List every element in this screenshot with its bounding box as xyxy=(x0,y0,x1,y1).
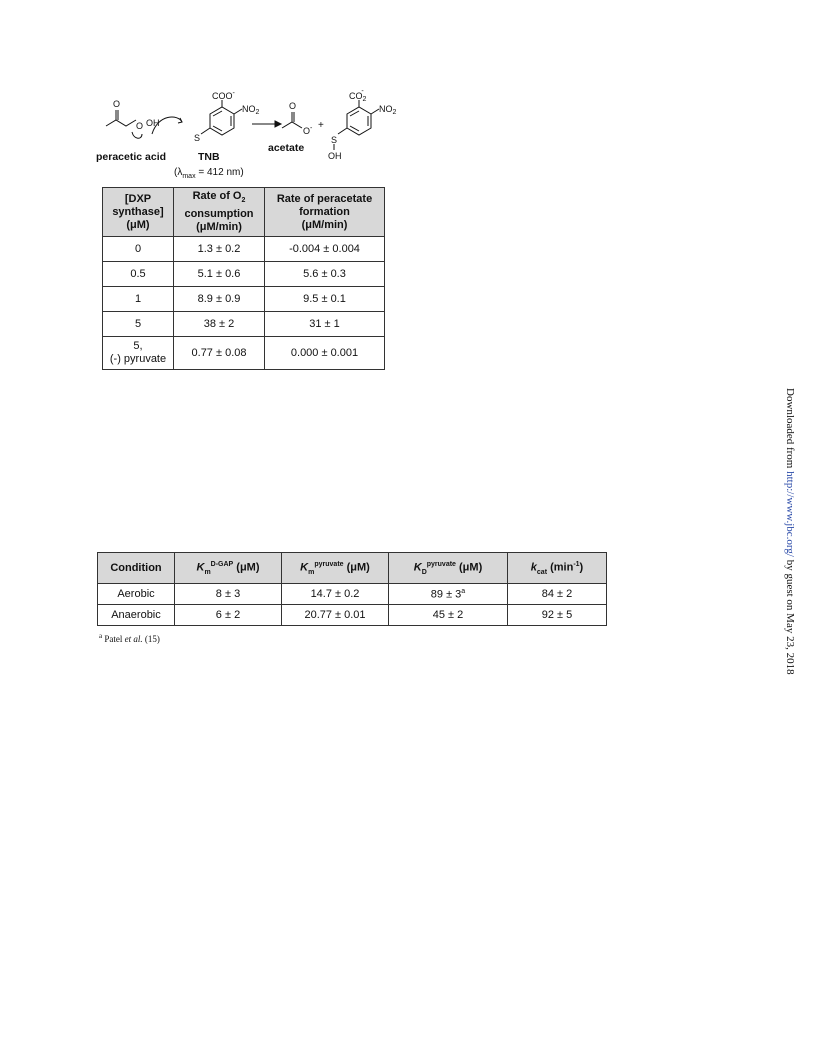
acetate-label: acetate xyxy=(268,142,305,154)
cell-kd-pyruvate: 45 ± 2 xyxy=(389,605,508,626)
table-footnote: $^a$ Patel et al. (15) xyxy=(99,632,160,644)
cell-km-dgap: 8 ± 3 xyxy=(175,584,282,605)
header-peracetate-formation: Rate of peracetate formation (μM/min) xyxy=(265,188,385,237)
reaction-scheme xyxy=(92,88,412,188)
cell-conc: 5 xyxy=(103,312,174,337)
peracetic-acid-label: peracetic acid xyxy=(96,151,167,163)
header-kcat: $k_{cat}$ $(\min^{-1})$ xyxy=(508,553,607,584)
cell-o2-rate: 8.9 ± 0.9 xyxy=(174,287,265,312)
jbc-link[interactable]: http://www.jbc.org/ xyxy=(784,471,796,557)
header-km-pyruvate: $K_m^{pyruvate}$ (μM) xyxy=(282,553,389,584)
cell-kcat: 92 ± 5 xyxy=(508,605,607,626)
rate-table xyxy=(102,187,385,370)
cell-conc: 1 xyxy=(103,287,174,312)
co2-label: $CO_2-$ xyxy=(349,88,367,103)
header-o2-consumption: Rate of $O_2$ consumption (μM/min) xyxy=(174,188,265,237)
peroxy-o-label: O xyxy=(136,121,144,131)
download-watermark: Downloaded from http://www.jbc.org/ by guest on May 23, 2018 xyxy=(784,388,796,675)
header-condition: Condition xyxy=(98,553,175,584)
cell-conc: 0.5 xyxy=(103,262,174,287)
table-row xyxy=(103,237,385,262)
tnb-structure xyxy=(201,100,242,135)
cell-o2-rate: 0.77 ± 0.08 xyxy=(174,337,265,370)
cell-peracetate-rate: 9.5 ± 0.1 xyxy=(265,287,385,312)
peracetic-acid-structure xyxy=(106,110,182,138)
cell-peracetate-rate: 0.000 ± 0.001 xyxy=(265,337,385,370)
kinetics-table-header-row xyxy=(98,553,607,584)
acetate-o-label: O xyxy=(289,101,297,111)
sulfur-label-tnb: S xyxy=(194,133,201,143)
peroxy-oh-label: OH xyxy=(146,118,160,128)
coo-label: COO- xyxy=(212,90,235,101)
no2-label-product: $NO_2$ xyxy=(379,104,397,116)
rate-table-header-row xyxy=(103,188,385,237)
cell-condition: Aerobic xyxy=(98,584,175,605)
cell-o2-rate: 38 ± 2 xyxy=(174,312,265,337)
cell-conc: 5, (-) pyruvate xyxy=(103,337,174,370)
tnb-label: TNB xyxy=(198,151,220,163)
header-km-dgap: $K_m^{D-GAP}$ (μM) xyxy=(175,553,282,584)
cell-peracetate-rate: 5.6 ± 0.3 xyxy=(265,262,385,287)
table-row xyxy=(98,584,607,605)
table-row xyxy=(98,605,607,626)
cell-conc: 0 xyxy=(103,237,174,262)
sulfur-label-product: S xyxy=(331,135,338,145)
cell-peracetate-rate: -0.004 ± 0.004 xyxy=(265,237,385,262)
carbonyl-o-label: O xyxy=(113,99,121,109)
cell-o2-rate: 1.3 ± 0.2 xyxy=(174,237,265,262)
cell-condition: Anaerobic xyxy=(98,605,175,626)
cell-km-pyruvate: 14.7 ± 0.2 xyxy=(282,584,389,605)
acetate-o-minus-label: O- xyxy=(303,125,313,136)
cell-kcat: 84 ± 2 xyxy=(508,584,607,605)
cell-kd-pyruvate: $89 \pm 3^a$ xyxy=(389,584,508,605)
table-row xyxy=(103,312,385,337)
table-row xyxy=(103,287,385,312)
acetate-structure xyxy=(282,112,302,128)
kinetics-table xyxy=(97,552,607,626)
reaction-arrow xyxy=(252,121,281,127)
header-dxp-synthase: [DXP synthase] (μM) xyxy=(103,188,174,237)
lambda-max-label: ($\lambda_{max} = 412$ nm) xyxy=(174,167,244,180)
cell-peracetate-rate: 31 ± 1 xyxy=(265,312,385,337)
footnote-marker: a xyxy=(461,587,466,595)
table-row xyxy=(103,262,385,287)
header-kd-pyruvate: $K_D^{pyruvate}$ (μM) xyxy=(389,553,508,584)
product-thiol-structure xyxy=(334,100,379,150)
cell-km-pyruvate: 20.77 ± 0.01 xyxy=(282,605,389,626)
table-row xyxy=(103,337,385,370)
hydroxyl-label-product: OH xyxy=(328,151,342,161)
cell-km-dgap: 6 ± 2 xyxy=(175,605,282,626)
plus-sign: + xyxy=(318,120,324,131)
no2-label-tnb: $NO_2$ xyxy=(242,104,260,116)
cell-o2-rate: 5.1 ± 0.6 xyxy=(174,262,265,287)
